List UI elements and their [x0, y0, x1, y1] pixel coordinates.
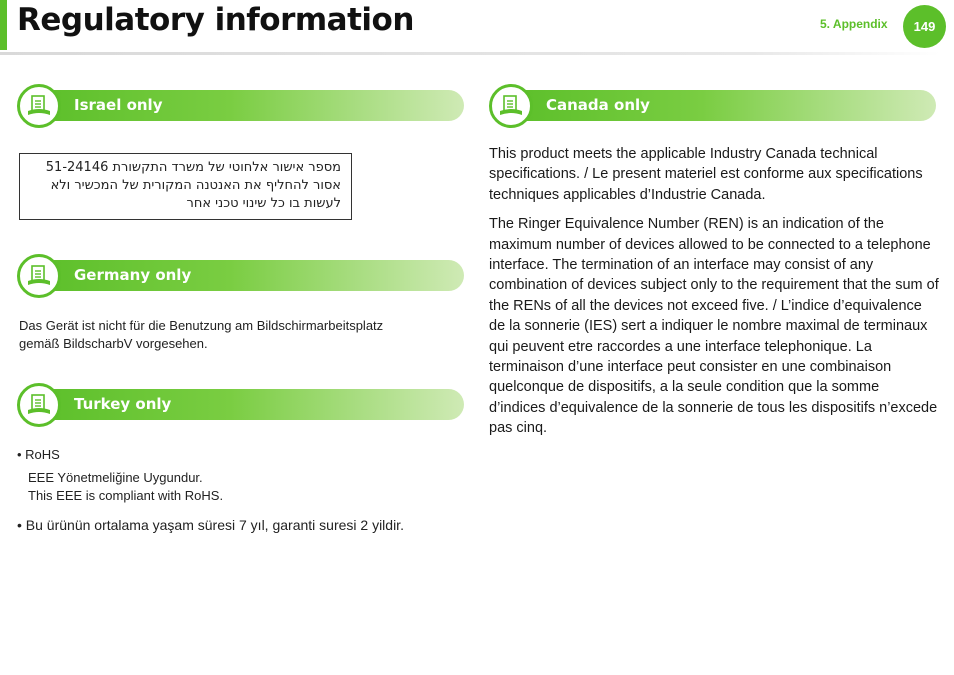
hebrew-line: לעשות בו כל שינוי טכני אחר — [186, 196, 341, 211]
section-title-israel: Israel only — [74, 96, 163, 114]
header-accent-bar — [0, 0, 7, 50]
hebrew-line: אסור להחליף את האנטנה המקורית של המכשיר ולא — [50, 178, 341, 193]
section-header-canada — [489, 84, 936, 128]
title-divider — [0, 52, 940, 55]
canada-paragraph: The Ringer Equivalence Number (REN) is an indication of the maximum number of devices allowed to be connected to a telephone interface. The termination of an interface may consist of any combination of devices subject only to the requirement that the sum of the RENs of all the devices not exceed five. / L’indice d’equivalence de la sonnerie (IES) sert a indiquer le nombre maximal de terminaux qui peuvent etre raccordes a une interface telephonique. La terminaison d’une interface peut consister en une combinaison quelconque de dispositifs, a la seule condition que la somme d’indices d’equivalence de la sonnerie de tous les dispositifs n’excede pas cinq. — [489, 216, 939, 437]
rohs-bullet: • RoHS — [17, 447, 60, 462]
document-icon — [17, 84, 61, 128]
document-icon — [17, 254, 61, 298]
germany-notice — [19, 317, 439, 353]
canada-paragraph: This product meets the applicable Industry Canada technical specifications. / Le present materiel est conforme aux specifications techniques applicables d’Industrie Canada. — [489, 146, 923, 203]
section-title-turkey: Turkey only — [74, 395, 172, 413]
page-title: Regulatory information — [17, 2, 414, 38]
page-number-badge — [903, 5, 946, 48]
page-number: 149 — [913, 19, 936, 34]
section-title-germany: Germany only — [74, 266, 192, 284]
canada-notice — [489, 144, 939, 448]
section-title-canada: Canada only — [546, 96, 650, 114]
israel-approval-box — [19, 153, 352, 220]
section-header-turkey — [17, 383, 464, 427]
document-icon — [17, 383, 61, 427]
germany-line: Das Gerät ist nicht für die Benutzung am Bildschirmarbeitsplatz — [19, 318, 384, 333]
section-header-israel — [17, 84, 464, 128]
document-icon — [489, 84, 533, 128]
section-label: 5. Appendix — [820, 17, 888, 31]
lifetime-bullet: • Bu ürünün ortalama yaşam süresi 7 yıl, garanti suresi 2 yildir. — [17, 517, 404, 533]
hebrew-line: מספר אישור אלחוטי של משרד התקשורת 51-24146 — [45, 160, 341, 175]
germany-line: gemäß BildscharbV vorgesehen. — [19, 336, 208, 351]
turkey-line: This EEE is compliant with RoHS. — [28, 488, 224, 503]
section-header-germany — [17, 254, 464, 298]
turkey-line: EEE Yönetmeliğine Uygundur. — [28, 470, 203, 485]
